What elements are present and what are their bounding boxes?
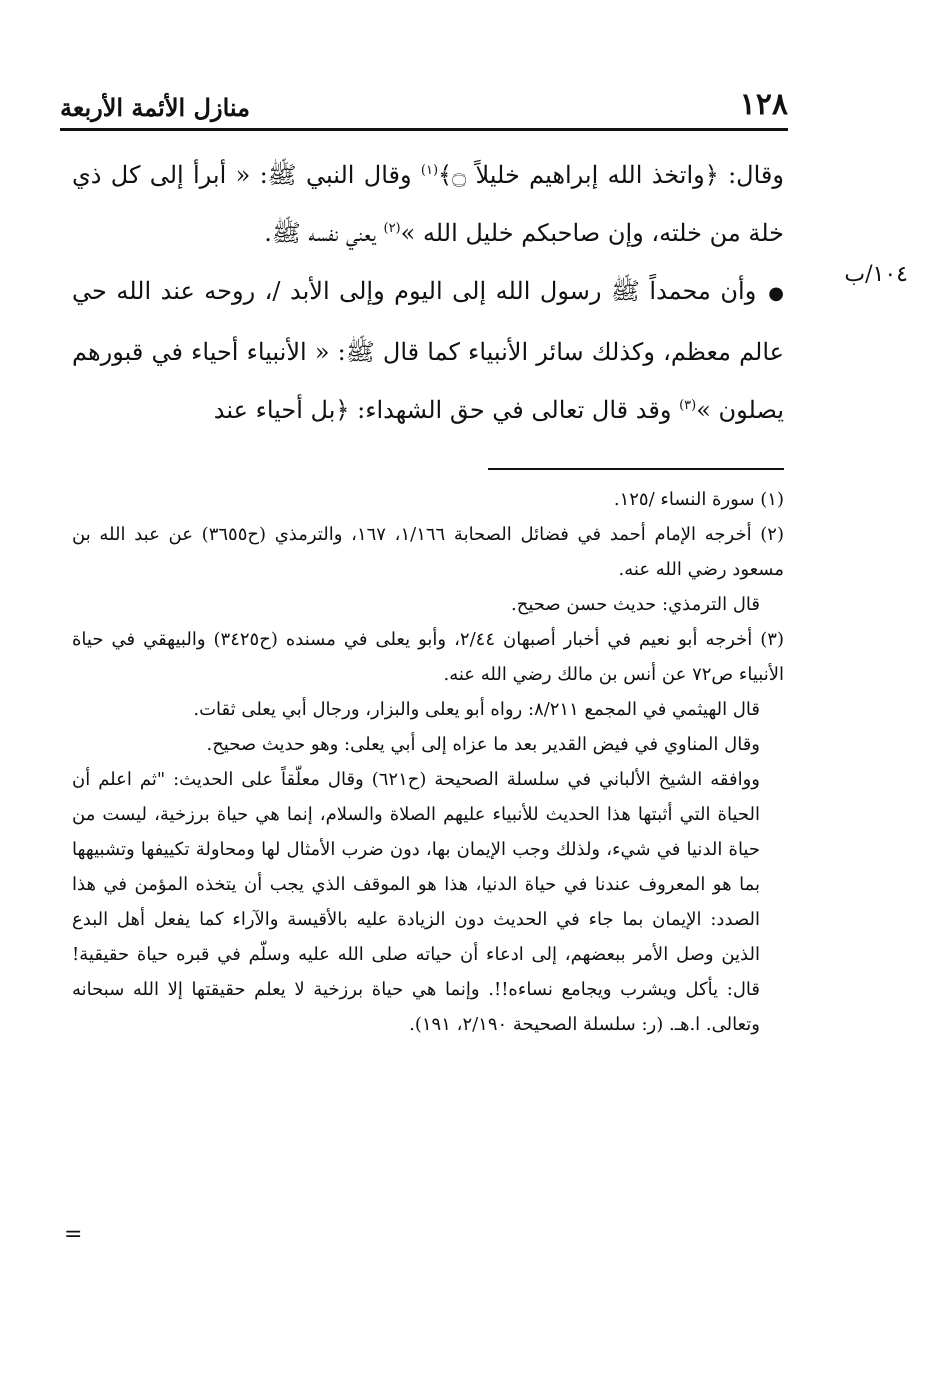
footnote-3-munawi: وقال المناوي في فيض القدير بعد ما عزاه إلى أبي يعلى: وهو حديث صحيح. xyxy=(206,734,760,755)
page-number: ١٢٨ xyxy=(739,87,788,122)
footnotes xyxy=(72,482,784,1042)
footnote-3: (٣) أخرجه أبو نعيم في أخبار أصبهان ٢/٤٤، وأبو يعلى في مسنده (ح٣٤٢٥) والبيهقي في حياة الأنبياء ص٧٢ عن أنس بن مالك رضي الله عنه. xyxy=(72,629,784,685)
paragraph-1-text-c: يعني نفسه ﷺ. xyxy=(264,219,384,247)
footnote-ref-2: (٢) xyxy=(383,221,401,236)
bullet-icon: ● xyxy=(768,283,785,304)
margin-note: ١٠٤/ب xyxy=(844,262,908,287)
footnote-ref-1: (١) xyxy=(420,163,439,178)
footnote-3-albani: ووافقه الشيخ الألباني في سلسلة الصحيحة (ح٦٢١) وقال معلّقاً على الحديث: "ثم اعلم أن الحياة التي أثبتها هذا الحديث للأنبياء عليهم الصلاة والسلام، إنما هي حياة برزخية، ليست من حياة الدنيا في شيء، ولذلك وجب الإيمان بها، دون ضرب الأمثال لها ومحاولة تكييفها وتشبيهها بما هو المعروف عندنا في حياة الدنيا، هذا هو الموقف الذي يجب أن يتخذه المؤمن في هذا الصدد: الإيمان بما جاء في الحديث دون الزيادة عليه بالأقيسة والآراء كما يفعل أهل البدع الذين وصل الأمر ببعضهم، إلى ادعاء أن حياته صلى الله عليه وسلّم في قبره حياة حقيقية! قال: يأكل ويشرب ويجامع نساءه!!. وإنما هي حياة برزخية لا يعلم حقيقتها إلا الله سبحانه وتعالى. ا.هـ. (ر: سلسلة الصحيحة ٢/١٩٠، ١٩١). xyxy=(72,769,760,1035)
continuation-mark: = xyxy=(64,1222,83,1247)
footnote-1: (١) سورة النساء /١٢٥. xyxy=(613,489,784,510)
paragraph-2-text-a: وأن محمداً ﷺ رسول الله إلى اليوم وإلى الأبد /، روحه عند الله حي عالم معظم، وكذلك سائر الأنبياء كما قال ﷺ: « الأنبياء أحياء في قبورهم يصلون » xyxy=(72,277,784,424)
paragraph-1 xyxy=(72,146,784,262)
footnote-ref-3: (٣) xyxy=(679,398,697,413)
footnote-3-haythami: قال الهيثمي في المجمع ٨/٢١١: رواه أبو يعلى والبزار، ورجال أبي يعلى ثقات. xyxy=(193,699,760,720)
main-text xyxy=(72,146,784,439)
footnote-separator xyxy=(488,468,784,470)
header-rule xyxy=(60,128,788,131)
running-title: منازل الأئمة الأربعة xyxy=(60,93,250,122)
paragraph-2 xyxy=(72,262,784,439)
page-header xyxy=(60,76,788,122)
paragraph-1-text-a: وقال: ﴿واتخذ الله إبراهيم خليلاً ۝﴾ xyxy=(438,161,784,189)
footnote-2-comment: قال الترمذي: حديث حسن صحيح. xyxy=(511,594,760,615)
paragraph-1-text-b: وقال النبي ﷺ: « أبرأ إلى كل ذي خلة من خلته، وإن صاحبكم خليل الله » xyxy=(72,161,784,247)
paragraph-2-text-b: وقد قال تعالى في حق الشهداء: ﴿بل أحياء عند xyxy=(213,396,680,424)
footnote-2: (٢) أخرجه الإمام أحمد في فضائل الصحابة ١/١٦٦، ١٦٧، والترمذي (ح٣٦٥٥) عن عبد الله بن مسعود رضي الله عنه. xyxy=(72,524,784,580)
